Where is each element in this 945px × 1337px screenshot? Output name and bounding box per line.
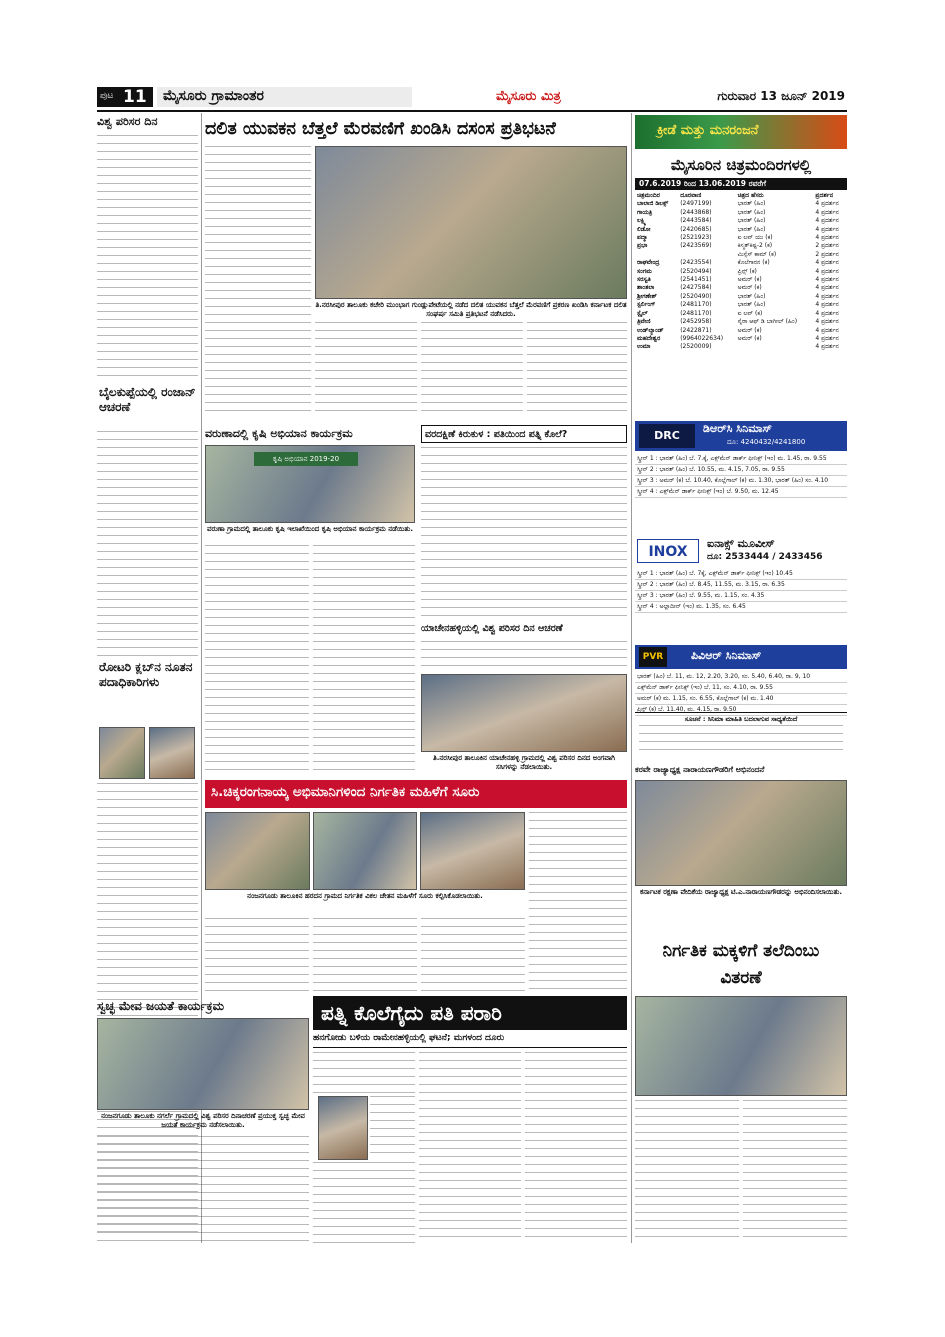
inox-title: ಐನಾಕ್ಸ್ ಮೂವೀಸ್ — [707, 537, 775, 550]
table-cell: 4 ಪ್ರದರ್ಶನ — [815, 343, 839, 351]
table-row — [635, 200, 847, 208]
table-cell: (2520490) — [680, 292, 712, 300]
col-header: ಚಿತ್ರದ ಹೆಸರು — [737, 192, 764, 199]
table-cell: ಗಾಯತ್ರಿ — [637, 208, 653, 216]
table-cell: 4 ಪ್ರದರ್ಶನ — [815, 217, 839, 225]
page-label: ಪುಟ — [100, 91, 114, 101]
table-row — [635, 268, 847, 276]
chikka-photo-1 — [205, 812, 310, 890]
table-cell: 4 ಪ್ರದರ್ಶನ — [815, 326, 839, 334]
table-cell: 4 ಪ್ರದರ್ಶನ — [815, 334, 839, 342]
showtime-line: ಸ್ಕ್ರೀನ್ 1 : ಭಾರತ್ (ಹಿಂ) ಬೆ. 7.ಕ್ಕೆ, ಎಕ್ಸ್‌ಮೆನ್ ಡಾರ್ಕ್ ಫೀನಿಕ್ಸ್ (ಇಂ) ಮ. 1.45, ರಾ. 9.55 — [635, 454, 847, 465]
cinema-table-body — [635, 200, 847, 351]
sports-banner — [635, 115, 847, 149]
table-cell: ಉಮಾ — [637, 343, 651, 351]
patni-subheading-rule — [313, 1047, 627, 1048]
table-row — [635, 276, 847, 284]
table-cell: 4 ಪ್ರದರ್ಶನ — [815, 208, 839, 216]
table-cell: (2452958) — [680, 318, 712, 326]
table-row — [635, 335, 847, 343]
table-cell — [736, 343, 814, 351]
page-number-badge — [97, 87, 153, 107]
drc-banner — [635, 421, 847, 451]
photo-caption: ತಿ.ನರಸೀಪುರ ತಾಲೂಕಿನ ಯಾಚೇನಹಳ್ಳಿ ಗ್ರಾಮದಲ್ಲಿ ವಿಶ್ವ ಪರಿಸರ ದಿನದ ಅಂಗವಾಗಿ ಸಸಿಗಳನ್ನು ನೆಡಲಾಯಿತು. — [432, 754, 616, 771]
krishi-heading: ವರುಣಾದಲ್ಲಿ ಕೃಷಿ ಅಭಿಯಾನ ಕಾರ್ಯಕ್ರಮ — [205, 427, 353, 440]
story-body-text — [97, 1136, 309, 1244]
story-body-text — [421, 918, 525, 992]
table-cell: ತ್ರಿವೇಣಿ — [637, 318, 651, 326]
date-line — [662, 87, 847, 107]
story-body-text — [527, 322, 627, 412]
story-body-text — [205, 545, 309, 775]
table-cell: 4 ಪ್ರದರ್ಶನ — [815, 276, 839, 284]
story-body-text — [315, 322, 417, 412]
table-cell: (2422871) — [680, 326, 712, 334]
cinema-notice — [635, 712, 847, 760]
table-row — [635, 284, 847, 292]
table-row — [635, 251, 847, 259]
notice-text: ಸೂಚನೆ : ಸಿನಿಮಾ ಮಾಹಿತಿ ಬದಲಾಗುವ ಸಾಧ್ಯತೆಯಿದೆ — [684, 715, 798, 723]
table-cell — [635, 251, 678, 259]
page-header — [97, 86, 847, 108]
col-header: ಚಿತ್ರಮಂದಿರ — [637, 192, 660, 199]
patni-subheading: ಹನಗೋಡು ಬಳಿಯ ರಾಮೇನಹಳ್ಳಿಯಲ್ಲಿ ಘಟನೆ; ಮಗಳಂದ ದೂರು — [313, 1033, 505, 1043]
cinema-table-wrap — [635, 192, 847, 370]
table-row — [635, 234, 847, 242]
table-cell: 4 ಪ್ರದರ್ಶನ — [815, 309, 839, 317]
table-cell: 2 ಪ್ರದರ್ಶನ — [815, 250, 839, 258]
table-row — [635, 301, 847, 309]
story-heading: ಬೈಲಕುಪ್ಪೆಯಲ್ಲಿ ರಂಜಾನ್ ಆಚರಣೆ — [99, 385, 196, 414]
story-body-text — [97, 431, 198, 656]
table-cell: 2 ಪ್ರದರ್ಶನ — [815, 242, 839, 250]
nirgatika-photo — [635, 996, 847, 1096]
patni-banner — [313, 996, 627, 1030]
chikka-photo-2 — [313, 812, 417, 890]
photo-caption: ತಿ.ನರಸೀಪುರ ತಾಲೂಕು ಕಚೇರಿ ಮುಂಭಾಗ ಗುಂಡ್ಲುಪೇಟೆಯಲ್ಲಿ ನಡೆದ ದಲಿತ ಯುವಕನ ಬೆತ್ತಲೆ ಮೆರವಣಿಗೆ ಪ್ರಕರಣ ಖಂಡಿಸಿ ಕರ್ನಾಟಕ ದಲಿತ ಸಂಘರ್ಷ ಸಮಿತಿ ಪ್ರತಿಭಟನೆ ನಡೆಸಿದರು. — [315, 301, 627, 318]
showtime-line: ಸ್ಕ್ರೀನ್ 2 : ಭಾರತ್ (ಹಿಂ) ಬೆ. 8.45, 11.55, ಮ. 3.15, ರಾ. 6.35 — [635, 580, 847, 591]
story-body-text — [421, 447, 627, 617]
yachenahalli-photo — [421, 674, 627, 752]
table-cell: ಕೊಲೆಗಾರನ (ಕ) — [737, 259, 770, 267]
story-body-text — [313, 545, 415, 775]
table-cell: ಐ ಲವ್ (ಕ) — [737, 309, 763, 317]
story-body-text — [313, 1162, 415, 1244]
swachh-heading: ಸ್ವಚ್ಛ ಮೇವ ಜಯತೆ ಕಾರ್ಯಕ್ರಮ — [97, 999, 225, 1013]
table-row — [635, 293, 847, 301]
table-cell: (2481170) — [680, 301, 712, 309]
table-row — [635, 327, 847, 335]
table-cell: ಐ ಲವ್ ಯು (ಕ) — [737, 234, 773, 242]
story-body-text — [370, 1096, 415, 1160]
table-cell: ಸರಸ್ವತಿ — [637, 276, 651, 284]
table-cell: ಸ್ಟೈಲ್ — [637, 309, 648, 317]
showtime-line: ಸ್ಕ್ರೀನ್ 4 : ಎಕ್ಸ್‌ಮೆನ್ ಡಾರ್ಕ್ ಫೀನಿಕ್ಸ್ (ಇಂ) ಬೆ. 9.50, ಮ. 12.45 — [635, 487, 847, 498]
sports-banner-text: ಕ್ರೀಡೆ ಮತ್ತು ಮನರಂಜನೆ — [657, 123, 759, 138]
table-cell: (2497199) — [680, 200, 712, 208]
masthead — [492, 87, 602, 107]
table-cell: ಭಾರತ್ (ಹಿಂ) — [737, 208, 766, 216]
table-cell: ಪ್ರಭಾ — [637, 242, 648, 250]
drc-showtimes — [635, 454, 847, 534]
table-cell: ಅಮರ್ (ಕ) — [737, 334, 762, 342]
showtime-line: ಎಕ್ಸ್‌ಮೆನ್ ಡಾರ್ಕ್ ಫೀನಿಕ್ಸ್ (ಇಂ) ಬೆ. 11, ಸಂ. 4.10, ರಾ. 9.55 — [635, 683, 847, 694]
table-cell: ಮಿಸ್ಸೆಸ್ ಕಾಮ್ (ಕ) — [737, 250, 777, 258]
table-cell: ಮಹದೇಶ್ವರ — [637, 334, 661, 342]
inox-phone: ದೂ: 2533444 / 2433456 — [707, 552, 823, 562]
table-cell: ಪ್ರಿನ್ಸ್ (ಕ) — [737, 267, 757, 275]
table-cell — [678, 251, 735, 259]
showtime-line: ಪ್ರಿನ್ಸ್ (ಕ) ಬೆ. 11.40, ಮ. 4.15, ರಾ. 9.50 — [635, 705, 847, 716]
pvr-title: ಪಿವಿಆರ್ ಸಿನಿಮಾಸ್ — [691, 649, 762, 662]
photo-caption: ಕರ್ನಾಟಕ ರಕ್ಷಣಾ ವೇದಿಕೆಯ ರಾಜ್ಯಾಧ್ಯಕ್ಷ ಟಿ.ಎ.ನಾರಾಯಣಗೌಡರನ್ನು ಅಭಿನಂದಿಸಲಾಯಿತು. — [639, 888, 843, 896]
chikkarangaiah-headline: ಸಿ.ಚಿಕ್ಕರಂಗನಾಯ್ಕ ಅಭಿಮಾನಿಗಳಿಂದ ನಿರ್ಗತಿಕ ಮಹಿಳೆಗೆ ಸೂರು — [211, 784, 480, 800]
table-header-row — [635, 192, 847, 200]
story-body-text — [205, 346, 311, 412]
table-cell: (2520009) — [680, 343, 712, 351]
drc-logo: DRC — [639, 424, 695, 448]
cinema-dates — [635, 178, 847, 190]
pvr-logo: PVR — [639, 647, 667, 667]
table-cell: (2521923) — [680, 234, 712, 242]
pvr-banner — [635, 645, 847, 669]
story-body-text — [205, 918, 309, 992]
table-cell: ಕಿಸ್ಮತ್‌ಕಿಷ್ಟ-2 (ಕ) — [737, 242, 773, 250]
varadakshine-heading: ವರದಕ್ಷಿಣೆ ಕಿರುಕುಳ : ಪತಿಯಿಂದ ಪತ್ನಿ ಕೊಲೆ? — [421, 425, 627, 443]
table-row — [635, 318, 847, 326]
table-cell: (2541451) — [680, 276, 712, 284]
patni-headline: ಪತ್ನಿ ಕೊಲೆಗೈದು ಪತಿ ಪರಾರಿ — [321, 1001, 502, 1025]
table-cell: ಬಾಲಾಜಿ ಡಿಲಕ್ಸ್ — [637, 200, 669, 208]
table-cell: (2423569) — [680, 242, 712, 250]
notice-body-text — [639, 725, 843, 757]
table-cell: ಭಾರತ್ (ಹಿಂ) — [737, 200, 766, 208]
table-row — [635, 343, 847, 351]
table-cell: (2443584) — [680, 217, 712, 225]
table-row — [635, 310, 847, 318]
table-cell: ಉಡ್‌ಲ್ಯಾಂಡ್ — [637, 326, 664, 334]
table-cell: (2481170) — [680, 309, 712, 317]
table-cell: ಪದ್ಮಾ — [637, 234, 648, 242]
table-cell: ಭಾರತ್ (ಹಿಂ) — [737, 301, 766, 309]
table-row — [635, 259, 847, 267]
table-cell: (9964022634) — [680, 334, 724, 342]
table-cell: ಸಂಗಮ — [637, 267, 652, 275]
table-cell: ಭಾರತ್ (ಹಿಂ) — [737, 225, 766, 233]
story-body-text — [205, 146, 311, 346]
victim-photo — [318, 1096, 368, 1160]
karave-heading: ಕರವೇ ರಾಜ್ಯಾಧ್ಯಕ್ಷ ನಾರಾಯಣಗೌಡರಿಗೆ ಅಭಿನಂದನೆ — [635, 765, 765, 774]
cinema-title: ಮೈಸೂರಿನ ಚಿತ್ರಮಂದಿರಗಳಲ್ಲಿ — [670, 156, 812, 174]
pvr-showtimes — [635, 672, 847, 713]
main-headline: ದಲಿತ ಯುವಕನ ಬೆತ್ತಲೆ ಮೆರವಣಿಗೆ ಖಂಡಿಸಿ ದಸಂಸ ಪ್ರತಿಭಟನೆ — [205, 119, 556, 139]
table-row — [635, 226, 847, 234]
story-body-text — [313, 918, 417, 992]
table-cell: ಭಾರತ್ (ಹಿಂ) — [737, 217, 766, 225]
table-cell: (2420685) — [680, 225, 712, 233]
section-title — [157, 87, 412, 107]
table-cell: ಅಮರ್ (ಕ) — [737, 284, 762, 292]
table-cell: 4 ಪ್ರದರ್ಶನ — [815, 200, 839, 208]
table-cell: (2423554) — [680, 259, 712, 267]
table-cell: ಸೈರಾ ಆಫ್ ಡಿ ಬಾಗೀಲ್ (ಹಿಂ) — [737, 318, 798, 326]
krishi-photo — [205, 445, 415, 523]
table-cell: ಲಿಡೋ — [637, 225, 651, 233]
table-cell: ಅಮರ್ (ಕ) — [737, 326, 762, 334]
chikka-photo-3 — [420, 812, 525, 890]
table-cell: 4 ಪ್ರದರ್ಶನ — [815, 292, 839, 300]
table-cell: 4 ಪ್ರದರ್ಶನ — [815, 318, 839, 326]
chikkarangaiah-banner — [205, 780, 627, 808]
inox-banner — [635, 537, 847, 565]
krishi-banner: ಕೃಷಿ ಅಭಿಯಾನ 2019-20 — [254, 452, 358, 466]
story-body-text — [635, 1100, 739, 1244]
table-cell: ಲಕ್ಷ್ಮಿ — [637, 217, 646, 225]
table-cell: ಸ್ಟರ್ಲಿಂಗ್ — [637, 301, 656, 309]
table-cell: ಅಮರ್ (ಕ) — [737, 276, 762, 284]
showtime-line: ಸ್ಕ್ರೀನ್ 3 : ಭಾರತ್ (ಹಿಂ) ಬೆ. 9.55, ಮ. 1.15, ಸಂ. 4.35 — [635, 591, 847, 602]
story-body-text — [525, 1052, 627, 1244]
showtime-line: ಸ್ಕ್ರೀನ್ 4 : ಅಲ್ಲಾದೀನ್ (ಇಂ) ಮ. 1.35, ಸಂ. 6.45 — [635, 602, 847, 613]
inox-logo: INOX — [637, 539, 699, 563]
story-heading: ವಿಶ್ವ ಪರಿಸರ ದಿನ — [97, 115, 158, 128]
cinema-table — [635, 192, 847, 352]
header-rule — [97, 110, 847, 112]
table-cell: 4 ಪ್ರದರ್ಶನ — [815, 234, 839, 242]
masthead-text: ಮೈಸೂರು ಮಿತ್ರ — [496, 89, 561, 104]
story-body-text — [743, 1100, 847, 1244]
rotary-photo-1 — [99, 727, 145, 779]
photo-caption: ವರುಣಾ ಗ್ರಾಮದಲ್ಲಿ ತಾಲೂಕು ಕೃಷಿ ಇಲಾಖೆಯಿಂದ ಕೃಷಿ ಅಭಿಯಾನ ಕಾರ್ಯಕ್ರಮ ನಡೆಯಿತು. — [207, 525, 413, 533]
cinema-dates-text: 07.6.2019 ರಿಂದ 13.06.2019 ರವರೆಗೆ — [639, 179, 767, 188]
rotary-photo-2 — [149, 727, 195, 779]
story-body-text — [313, 1052, 415, 1094]
showtime-line: ಸ್ಕ್ರೀನ್ 3 : ಅಮರ್ (ಕ) ಬೆ. 10.40, ಕೊಲ್ಲೆಗಾಲ್ (ಕ) ಮ. 1.30, ಭಾರತ್ (ಹಿಂ) ಸಂ. 4.10 — [635, 476, 847, 487]
showtime-line: ಸ್ಕ್ರೀನ್ 1 : ಭಾರತ್ (ಹಿಂ) ಬೆ. 7ಕ್ಕೆ, ಎಕ್ಸ್‌ಮೆನ್ ಡಾರ್ಕ್ ಫೀನಿಕ್ಸ್ (ಇಂ) 10.45 — [635, 569, 847, 580]
story-body-text — [419, 1052, 521, 1244]
table-cell: 4 ಪ್ರದರ್ಶನ — [815, 259, 839, 267]
table-cell: (2520494) — [680, 267, 712, 275]
table-cell: (2443868) — [680, 208, 712, 216]
inox-showtimes — [635, 569, 847, 641]
rotary-heading: ರೋಟರಿ ಕ್ಲಬ್‌ನ ನೂತನ ಪದಾಧಿಕಾರಿಗಳು — [99, 660, 193, 689]
table-cell: 4 ಪ್ರದರ್ಶನ — [815, 301, 839, 309]
yachenahalli-heading: ಯಾಚೇನಹಳ್ಳಿಯಲ್ಲಿ ವಿಶ್ವ ಪರಿಸರ ದಿನ ಆಚರಣೆ — [421, 623, 563, 634]
table-cell: 4 ಪ್ರದರ್ಶನ — [815, 267, 839, 275]
photo-caption: ನಂಜನಗೂಡು ತಾಲೂಕಿನ ಹರದನ ಗ್ರಾಮದ ನಿರ್ಗತಿಕ ವಿಕಲ ಚೇತನ ಮಹಿಳೆಗೆ ಸೂರು ಕಲ್ಪಿಸಿಕೊಡಲಾಯಿತು. — [247, 892, 483, 900]
table-cell: 4 ಪ್ರದರ್ಶನ — [815, 284, 839, 292]
date-text: ಗುರುವಾರ 13 ಜೂನ್ 2019 — [717, 89, 845, 103]
table-cell: ಭಾರತ್ (ಹಿಂ) — [737, 292, 766, 300]
showtime-line: ಸ್ಕ್ರೀನ್ 2 : ಭಾರತ್ (ಹಿಂ) ಬೆ. 10.55, ಮ. 4.15, 7.05, ರಾ. 9.55 — [635, 465, 847, 476]
table-cell: (2427584) — [680, 284, 712, 292]
table-row — [635, 209, 847, 217]
col-header: ದೂರವಾಣಿ — [680, 192, 702, 199]
showtime-line: ಭಾರತ್ (ಹಿಂ) ಬೆ. 11, ಮ. 12, 2.20, 3.20, ಸಂ. 5.40, 6.40, ರಾ. 9, 10 — [635, 672, 847, 683]
table-row — [635, 217, 847, 225]
column-rule — [631, 113, 632, 1243]
section-title-text: ಮೈಸೂರು ಗ್ರಾಮಾಂತರ — [163, 88, 264, 104]
karave-photo — [635, 780, 847, 886]
table-cell: ಶ್ರೀಗಣೇಶ್ — [637, 292, 657, 300]
drc-phone: ದೂ: 4240432/4241800 — [727, 438, 806, 446]
protest-photo — [315, 146, 627, 299]
page-number: 11 — [123, 87, 147, 107]
swachh-photo — [97, 1018, 309, 1110]
table-cell: ಶಾಂತಲಾ — [637, 284, 655, 292]
drc-title: ಡಿಆರ್‌ಸಿ ಸಿನಿಮಾಸ್ — [703, 422, 772, 435]
showtime-line: ಅಮರ್ (ಕ) ಮ. 1.15, ಸಂ. 6.55, ಕೊಲ್ಲೆಗಾಲ್ (ಕ) ಮ. 1.40 — [635, 694, 847, 705]
col-header: ಪ್ರದರ್ಶನ — [815, 192, 834, 199]
story-body-text — [97, 135, 198, 381]
table-row — [635, 242, 847, 250]
nirgatika-heading: ನಿರ್ಗತಿಕ ಮಕ್ಕಳಿಗೆ ತಲೆದಿಂಬು ವಿತರಣೆ — [662, 941, 820, 988]
story-body-text — [529, 812, 627, 992]
story-body-text — [421, 322, 523, 412]
story-body-text — [421, 641, 627, 671]
table-cell: ರಾಘವೇಂದ್ರ — [637, 259, 660, 267]
photo-caption: ನಂಜನಗೂಡು ತಾಲೂಕು ನಗರ್ಲೆ ಗ್ರಾಮದಲ್ಲಿ ವಿಶ್ವ ಪರಿಸರ ದಿನಾಚರಣೆ ಪ್ರಯುಕ್ತ ಸ್ವಚ್ಛ ಮೇವ ಜಯತೆ ಕಾರ್ಯಕ್ರಮ ನಡೆಸಲಾಯಿತು. — [101, 1112, 305, 1129]
table-cell: 4 ಪ್ರದರ್ಶನ — [815, 225, 839, 233]
